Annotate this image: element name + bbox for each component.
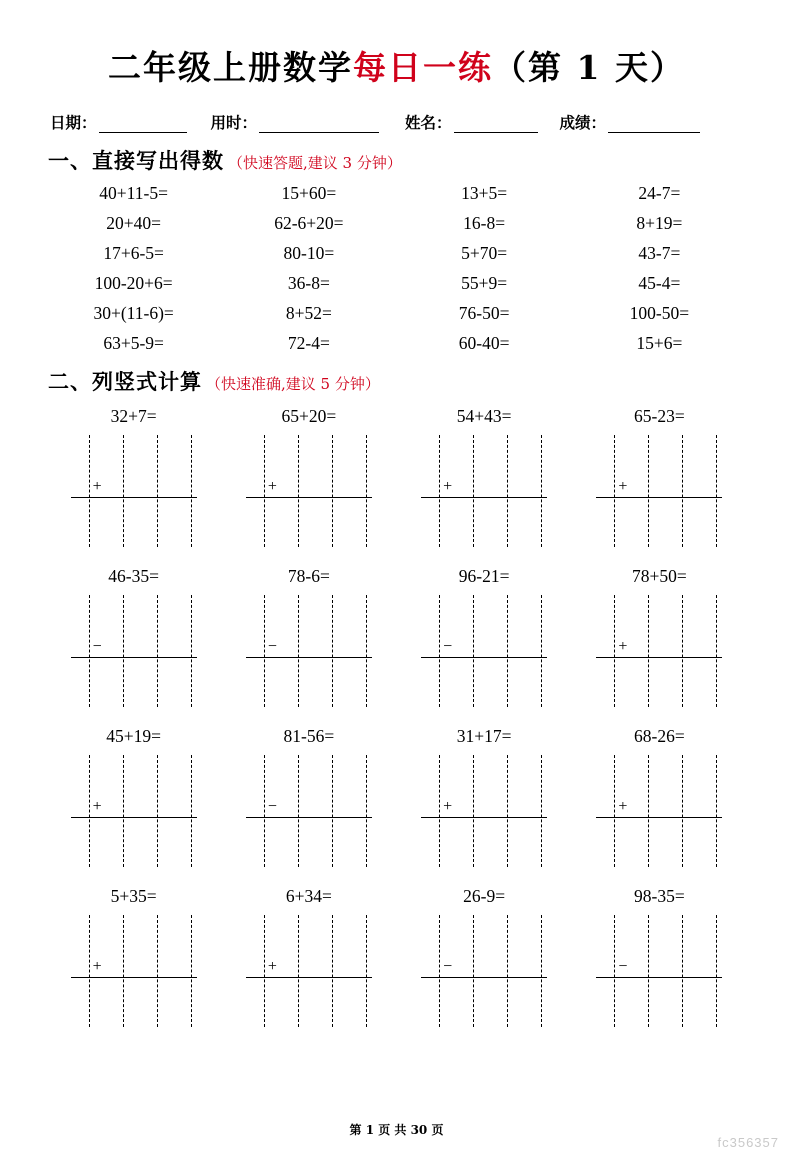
vertical-problem-expression: 54+43=: [456, 406, 512, 426]
vertical-problem: [221, 560, 396, 720]
grid-line: [473, 915, 474, 1027]
sum-rule: [596, 657, 722, 658]
oral-problem: 43-7=: [638, 243, 681, 263]
vertical-problem-expression: 78+50=: [632, 566, 687, 586]
operator-symbol: +: [92, 798, 102, 815]
vertical-problems-grid: [46, 400, 747, 1040]
grid-line: [682, 915, 683, 1027]
oral-problem: 30+(11-6)=: [93, 303, 174, 323]
vertical-calc-box[interactable]: [71, 435, 197, 547]
grid-line: [507, 595, 508, 707]
grid-line: [614, 595, 615, 707]
vertical-calc-box[interactable]: [71, 755, 197, 867]
vertical-calc-box[interactable]: [246, 595, 372, 707]
grid-line: [89, 755, 90, 867]
grid-line: [648, 915, 649, 1027]
vertical-problem-expression: 6+34=: [285, 886, 332, 906]
grid-line: [541, 755, 542, 867]
oral-problem: 40+11-5=: [99, 183, 168, 203]
grid-line: [89, 595, 90, 707]
grid-line: [298, 915, 299, 1027]
vertical-problem-expression: 81-56=: [283, 726, 335, 746]
oral-problems-grid: [46, 183, 747, 354]
sum-rule: [71, 817, 197, 818]
vertical-calc-box[interactable]: [596, 595, 722, 707]
grid-line: [157, 915, 158, 1027]
vertical-problem-expression: 65-23=: [634, 406, 685, 426]
vertical-problem: [397, 720, 572, 880]
title-highlight: 每日一练: [353, 48, 494, 87]
vertical-problem-expression: 46-35=: [108, 566, 159, 586]
section-2-title: 二、列竖式计算: [48, 369, 202, 394]
grid-line: [648, 755, 649, 867]
vertical-problem: [46, 720, 221, 880]
sum-rule: [596, 497, 722, 498]
oral-problem: 62-6+20=: [274, 213, 344, 233]
time-label: 用时：: [210, 113, 258, 132]
vertical-calc-box[interactable]: [246, 755, 372, 867]
vertical-problem: [397, 880, 572, 1040]
operator-symbol: +: [618, 798, 628, 815]
grid-line: [473, 595, 474, 707]
grid-line: [191, 435, 192, 547]
grid-line: [366, 595, 367, 707]
grid-line: [507, 435, 508, 547]
grid-line: [648, 595, 649, 707]
grid-line: [614, 915, 615, 1027]
worksheet-page: [0, 42, 793, 1164]
sum-rule: [246, 817, 372, 818]
name-label: 姓名：: [405, 113, 452, 132]
vertical-problem-expression: 45+19=: [106, 726, 161, 746]
sum-rule: [71, 977, 197, 978]
grid-line: [439, 755, 440, 867]
section-1-note: （快速答题,建议 3 分钟）: [228, 154, 402, 172]
grid-line: [716, 435, 717, 547]
operator-symbol: −: [92, 638, 102, 655]
vertical-problem: [221, 400, 396, 560]
operator-symbol: +: [618, 638, 628, 655]
grid-line: [366, 755, 367, 867]
grid-line: [123, 915, 124, 1027]
vertical-problem: [397, 400, 572, 560]
vertical-problem-expression: 32+7=: [110, 406, 157, 426]
section-2-note: （快速准确,建议 5 分钟）: [206, 375, 380, 393]
operator-symbol: +: [92, 958, 102, 975]
vertical-calc-box[interactable]: [596, 915, 722, 1027]
vertical-calc-box[interactable]: [246, 915, 372, 1027]
grid-line: [191, 595, 192, 707]
score-blank[interactable]: [608, 118, 700, 133]
watermark: fc356357: [717, 1135, 779, 1150]
page-footer: 第 1 页 共 30 页: [349, 1123, 444, 1137]
operator-symbol: −: [443, 958, 453, 975]
name-field[interactable]: [405, 111, 538, 133]
sum-rule: [71, 497, 197, 498]
oral-problem: 60-40=: [458, 333, 510, 353]
grid-line: [264, 595, 265, 707]
grid-line: [298, 435, 299, 547]
vertical-calc-box[interactable]: [596, 755, 722, 867]
grid-line: [366, 915, 367, 1027]
vertical-problem: [46, 880, 221, 1040]
grid-line: [89, 435, 90, 547]
section-header-1: [46, 145, 747, 175]
vertical-calc-box[interactable]: [71, 595, 197, 707]
grid-line: [264, 435, 265, 547]
title-after: （第 1 天）: [493, 48, 685, 87]
vertical-problem-expression: 65+20=: [281, 406, 337, 426]
vertical-calc-box[interactable]: [246, 435, 372, 547]
grid-line: [716, 915, 717, 1027]
grid-line: [473, 755, 474, 867]
oral-problem: 80-10=: [283, 243, 335, 263]
operator-symbol: −: [267, 638, 277, 655]
name-blank[interactable]: [454, 118, 538, 133]
section-1-title: 一、直接写出得数: [48, 148, 224, 173]
vertical-calc-box[interactable]: [421, 595, 547, 707]
vertical-problem: [397, 560, 572, 720]
oral-problem: 17+6-5=: [103, 243, 164, 263]
grid-line: [264, 915, 265, 1027]
section-header-2: [46, 366, 747, 396]
sum-rule: [421, 817, 547, 818]
vertical-problem-expression: 78-6=: [287, 566, 330, 586]
oral-problem: 72-4=: [287, 333, 330, 353]
sum-rule: [421, 497, 547, 498]
grid-line: [541, 595, 542, 707]
grid-line: [123, 755, 124, 867]
date-field[interactable]: [50, 111, 187, 133]
sum-rule: [71, 657, 197, 658]
operator-symbol: −: [267, 798, 277, 815]
grid-line: [541, 915, 542, 1027]
oral-problem: 16-8=: [463, 213, 506, 233]
vertical-calc-box[interactable]: [596, 435, 722, 547]
oral-problem: 8+52=: [285, 303, 332, 323]
vertical-problem: [572, 560, 747, 720]
vertical-problem: [221, 880, 396, 1040]
grid-line: [473, 435, 474, 547]
grid-line: [716, 755, 717, 867]
vertical-calc-box[interactable]: [421, 435, 547, 547]
oral-problem: 100-20+6=: [94, 273, 173, 293]
grid-line: [157, 595, 158, 707]
grid-line: [191, 915, 192, 1027]
oral-problem: 45-4=: [638, 273, 681, 293]
grid-line: [123, 435, 124, 547]
vertical-calc-box[interactable]: [421, 755, 547, 867]
sum-rule: [421, 977, 547, 978]
operator-symbol: +: [443, 798, 453, 815]
operator-symbol: −: [618, 958, 628, 975]
grid-line: [191, 755, 192, 867]
sum-rule: [246, 497, 372, 498]
oral-problem: 24-7=: [638, 183, 681, 203]
score-label: 成绩：: [559, 113, 607, 132]
grid-line: [541, 435, 542, 547]
vertical-problem-expression: 5+35=: [110, 886, 157, 906]
grid-line: [682, 595, 683, 707]
operator-symbol: +: [618, 478, 628, 495]
oral-problem: 63+5-9=: [103, 333, 164, 353]
grid-line: [123, 595, 124, 707]
oral-problem: 5+70=: [461, 243, 508, 263]
grid-line: [332, 915, 333, 1027]
operator-symbol: −: [443, 638, 453, 655]
oral-problem: 15+60=: [281, 183, 337, 203]
oral-problem: 13+5=: [461, 183, 508, 203]
grid-line: [507, 915, 508, 1027]
grid-line: [157, 435, 158, 547]
grid-line: [298, 755, 299, 867]
vertical-problem: [572, 720, 747, 880]
grid-line: [366, 435, 367, 547]
grid-line: [332, 435, 333, 547]
vertical-calc-box[interactable]: [421, 915, 547, 1027]
grid-line: [439, 595, 440, 707]
operator-symbol: +: [267, 958, 277, 975]
oral-problem: 100-50=: [629, 303, 690, 323]
vertical-problem: [221, 720, 396, 880]
sum-rule: [421, 657, 547, 658]
grid-line: [332, 595, 333, 707]
vertical-problem-expression: 96-21=: [458, 566, 510, 586]
vertical-problem: [572, 400, 747, 560]
oral-problem: 8+19=: [636, 213, 683, 233]
sum-rule: [246, 977, 372, 978]
grid-line: [264, 755, 265, 867]
vertical-calc-box[interactable]: [71, 915, 197, 1027]
vertical-problem-expression: 68-26=: [634, 726, 685, 746]
grid-line: [682, 435, 683, 547]
page-title: [46, 42, 747, 89]
grid-line: [614, 435, 615, 547]
grid-line: [439, 915, 440, 1027]
date-label: 日期：: [50, 113, 97, 132]
grid-line: [89, 915, 90, 1027]
vertical-problem: [46, 400, 221, 560]
grid-line: [332, 755, 333, 867]
vertical-problem-expression: 98-35=: [634, 886, 685, 906]
grid-line: [682, 755, 683, 867]
time-field[interactable]: [211, 111, 380, 133]
grid-line: [716, 595, 717, 707]
vertical-problem-expression: 26-9=: [463, 886, 506, 906]
vertical-problem: [46, 560, 221, 720]
sum-rule: [246, 657, 372, 658]
grid-line: [507, 755, 508, 867]
sum-rule: [596, 817, 722, 818]
operator-symbol: +: [92, 478, 102, 495]
grid-line: [298, 595, 299, 707]
grid-line: [157, 755, 158, 867]
grid-line: [614, 755, 615, 867]
oral-problem: 76-50=: [458, 303, 510, 323]
oral-problem: 20+40=: [106, 213, 161, 233]
grid-line: [648, 435, 649, 547]
title-before: 二年级上册数学: [108, 48, 354, 87]
vertical-problem-expression: 31+17=: [456, 726, 512, 746]
grid-line: [439, 435, 440, 547]
operator-symbol: +: [443, 478, 453, 495]
date-blank[interactable]: [99, 118, 187, 133]
score-field[interactable]: [560, 111, 701, 133]
sum-rule: [596, 977, 722, 978]
time-blank[interactable]: [259, 118, 379, 133]
oral-problem: 15+6=: [636, 333, 683, 353]
vertical-problem: [572, 880, 747, 1040]
oral-problem: 36-8=: [287, 273, 330, 293]
oral-problem: 55+9=: [461, 273, 508, 293]
info-line: [46, 111, 747, 133]
operator-symbol: +: [267, 478, 277, 495]
